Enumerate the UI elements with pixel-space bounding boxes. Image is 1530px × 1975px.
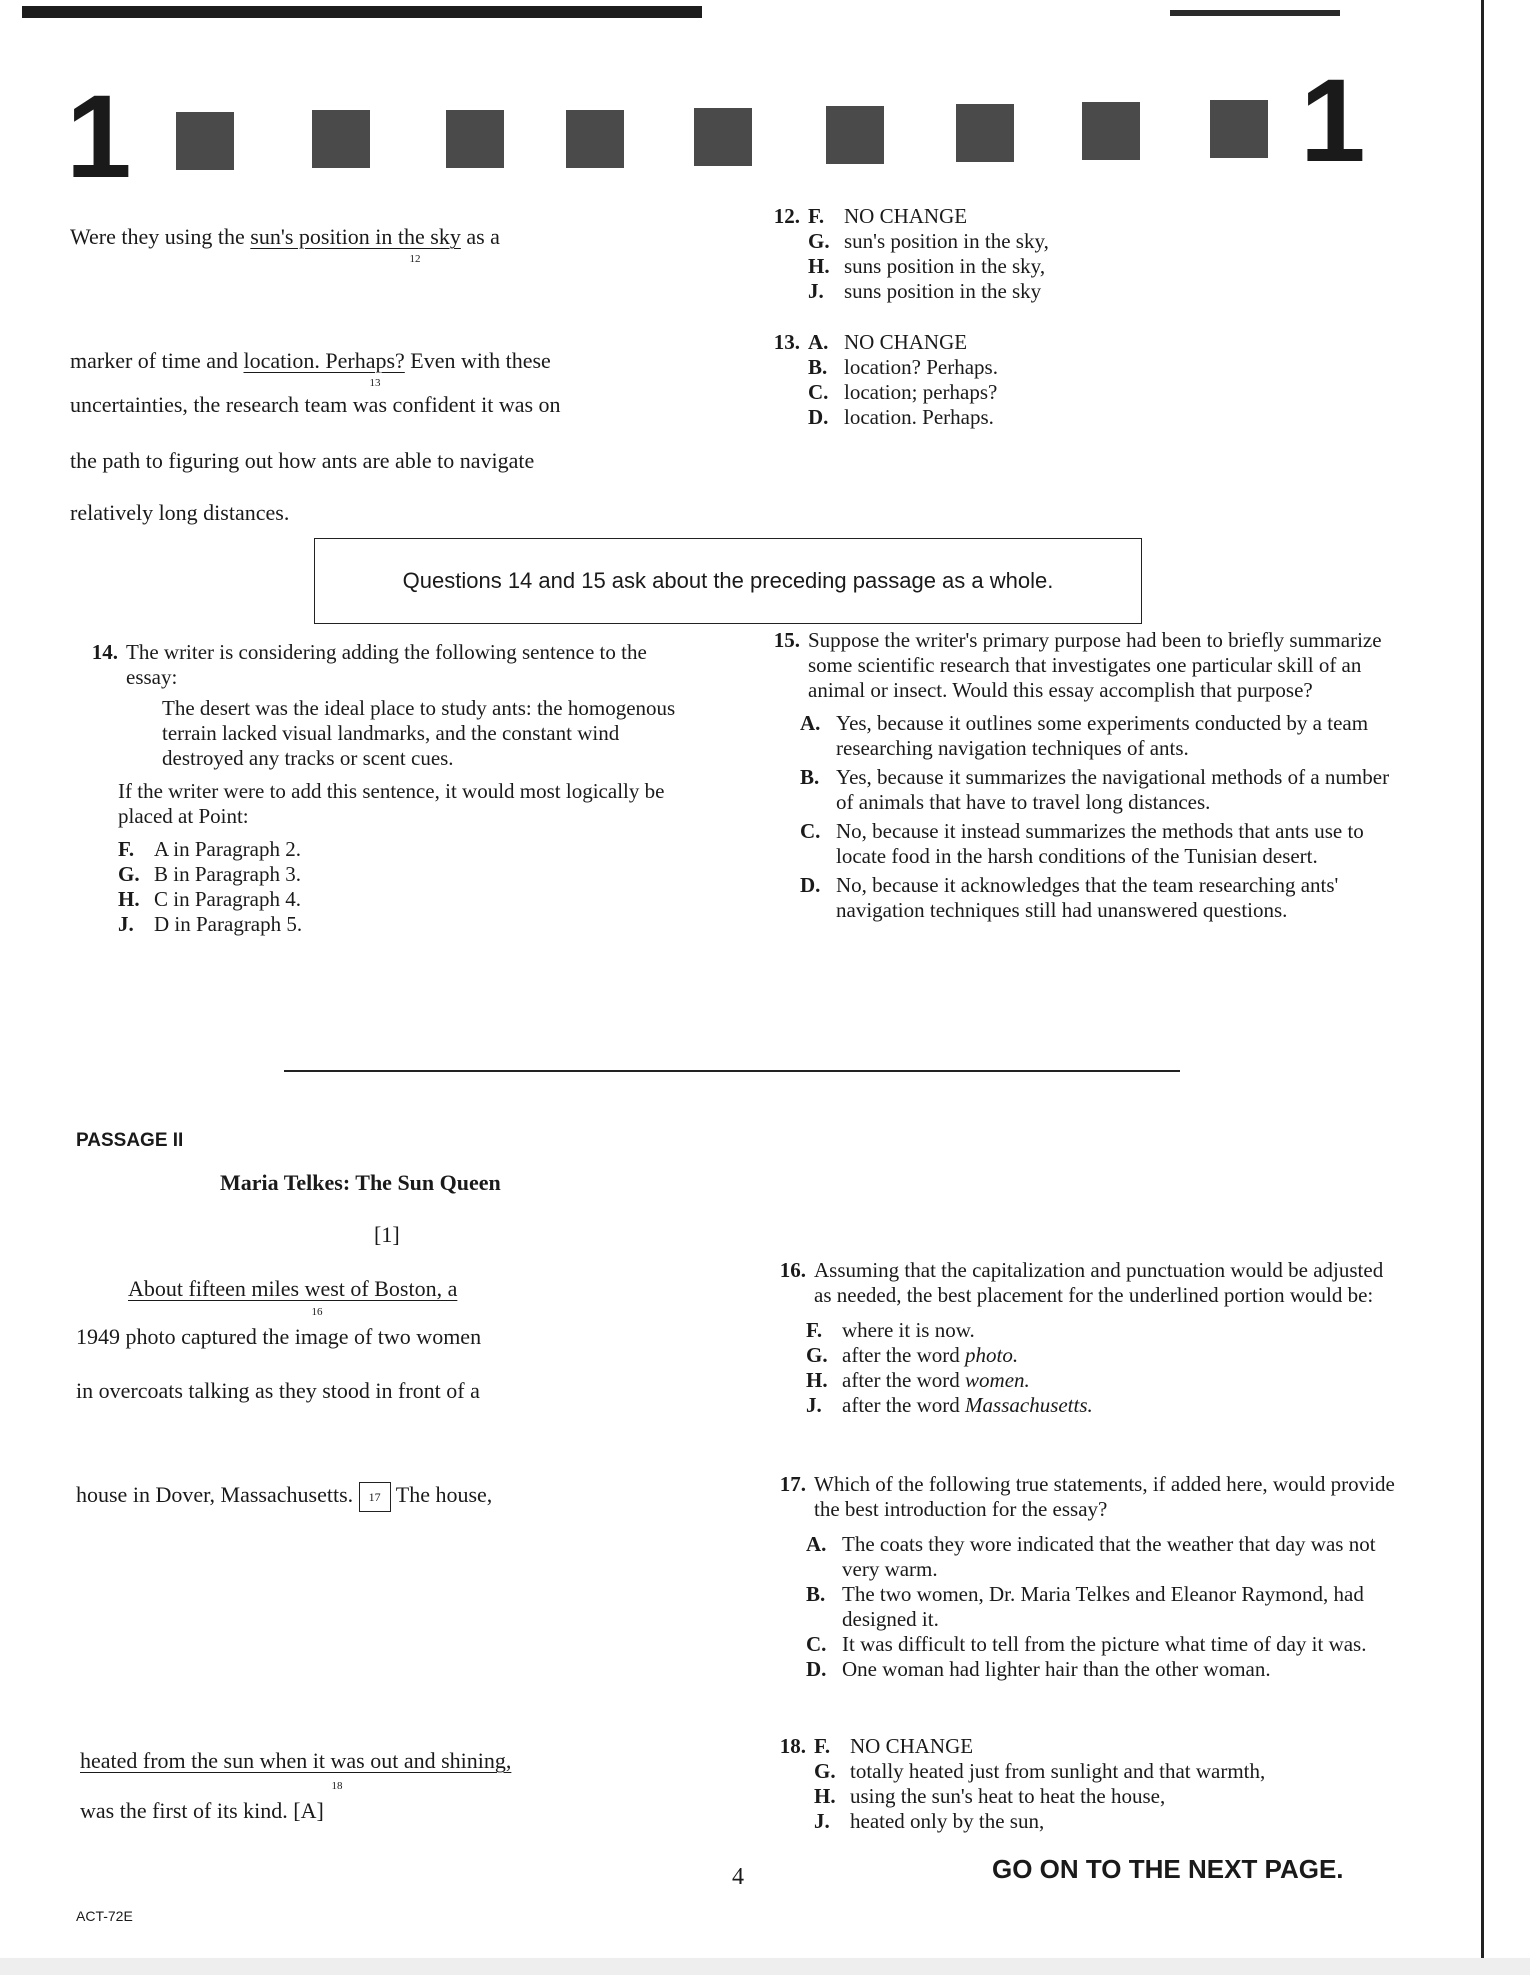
paragraph-marker: [1] <box>374 1222 400 1247</box>
question-marker-13: 13 <box>369 377 381 389</box>
question-17: 17. Which of the following true statements, if added here, would provide the best introduction for the essay? A. The coats they wore indicated that the weather that day was not very warm. B. The two women, Dr. Maria Telkes and Eleanor Raymond, had designed it. C. It was difficult to tell from the picture what time of day it was. D. One woman had lighter hair than the other woman. <box>758 1472 1398 1682</box>
passage-line <box>80 1748 511 1774</box>
passage-line <box>128 1276 457 1302</box>
passage-line: uncertainties, the research team was confident it was on <box>70 392 561 417</box>
page-edge-line <box>1481 0 1484 1975</box>
question-marker-12: 12 <box>409 253 421 265</box>
passage-line: Were they using the sun's position in the sky as a <box>70 224 500 249</box>
answer-option[interactable]: 12. F. NO CHANGE <box>773 204 968 228</box>
answer-option[interactable]: 13. A. NO CHANGE <box>773 330 968 354</box>
underlined-portion-18[interactable]: heated from the sun when it was out and shining, <box>80 1748 512 1773</box>
top-rule <box>22 6 702 18</box>
answer-option[interactable]: G. B in Paragraph 3. <box>118 862 301 886</box>
answer-option[interactable]: A. The coats they wore indicated that the weather that day was not very warm. <box>806 1532 1376 1581</box>
header-square <box>826 106 884 164</box>
answer-option[interactable]: F. where it is now. <box>806 1318 975 1342</box>
underlined-portion-16[interactable]: About fifteen miles west of Boston, a <box>128 1276 458 1301</box>
header-square <box>312 110 370 168</box>
question-stem: Assuming that the capitalization and punctuation would be adjusted as needed, the best placement for the underlined portion would be: <box>814 1258 1384 1307</box>
passage-line: the path to figuring out how ants are able to navigate <box>70 448 535 473</box>
page-bottom-shade <box>0 1958 1530 1975</box>
answer-option[interactable]: B. Yes, because it summarizes the navigational methods of a number of animals that have to travel long distances. <box>800 765 1390 814</box>
section-number-left: 1 <box>66 71 132 203</box>
answer-option[interactable]: B. location? Perhaps. <box>808 355 998 379</box>
section-divider <box>284 1070 1180 1072</box>
question-box-17[interactable]: 17 <box>359 1482 391 1512</box>
question-follow-up: If the writer were to add this sentence, it would most logically be placed at Point: <box>118 779 665 828</box>
header-square <box>1210 100 1268 158</box>
answer-option[interactable]: G. after the word photo. <box>806 1343 1019 1367</box>
passage-whole-box <box>314 538 1142 624</box>
question-marker-16: 16 <box>311 1306 323 1318</box>
question-12 <box>752 204 1152 304</box>
underlined-portion-13[interactable]: location. Perhaps? <box>243 348 405 373</box>
answer-option[interactable]: J. suns position in the sky <box>808 279 1042 303</box>
question-14: 14. The writer is considering adding the following sentence to the essay: The desert was the ideal place to study ants: the homogenous terrain lacked visual landmarks, and the constant wind destroyed any tracks or scent cues. If the writer were to add this sentence, it would most logically be placed at Point: F. A in Paragraph 2. G. B in Paragraph 3. H. C in Paragraph 4. J. D in Paragraph 5. <box>70 640 700 937</box>
answer-option[interactable]: D. One woman had lighter hair than the other woman. <box>806 1657 1271 1681</box>
answer-option[interactable]: F. A in Paragraph 2. <box>118 837 301 861</box>
question-stem: Which of the following true statements, if added here, would provide the best introduction for the essay? <box>814 1472 1395 1521</box>
passage-title: Maria Telkes: The Sun Queen <box>220 1170 501 1195</box>
question-16: 16. Assuming that the capitalization and punctuation would be adjusted as needed, the best placement for the underlined portion would be: F. where it is now. G. after the word photo. H. after the word women. J. after the word Massachusetts. <box>758 1258 1398 1418</box>
answer-option[interactable]: A. Yes, because it outlines some experiments conducted by a team researching navigation techniques of ants. <box>800 711 1369 760</box>
answer-option[interactable]: J. D in Paragraph 5. <box>118 912 303 936</box>
underlined-portion-12[interactable]: sun's position in the sky <box>250 224 461 249</box>
answer-option[interactable]: H. suns position in the sky, <box>808 254 1046 278</box>
header-square <box>956 104 1014 162</box>
question-stem: The writer is considering adding the following sentence to the essay: <box>126 640 647 689</box>
answer-option[interactable]: 18. F. NO CHANGE <box>779 1734 974 1758</box>
question-stem: Suppose the writer's primary purpose had been to briefly summarize some scientific research that investigates one particular skill of an animal or insect. Would this essay accomplish that purpose? <box>808 628 1382 702</box>
answer-option[interactable]: J. heated only by the sun, <box>814 1809 1045 1833</box>
answer-option[interactable]: D. No, because it acknowledges that the team researching ants' navigation techniques still had unanswered questions. <box>800 873 1339 922</box>
answer-option[interactable]: B. The two women, Dr. Maria Telkes and Eleanor Raymond, had designed it. <box>806 1582 1364 1631</box>
passage-line: marker of time and location. Perhaps? Even with these <box>70 348 551 373</box>
passage-line: relatively long distances. <box>70 500 290 525</box>
answer-option[interactable]: D. location. Perhaps. <box>808 405 994 429</box>
header-square <box>694 108 752 166</box>
header-square <box>566 110 624 168</box>
answer-option[interactable]: C. No, because it instead summarizes the methods that ants use to locate food in the harsh conditions of the Tunisian desert. <box>800 819 1364 868</box>
proposed-sentence: The desert was the ideal place to study ants: the homogenous terrain lacked visual landmarks, and the constant wind destroyed any tracks or scent cues. <box>162 696 676 770</box>
question-13 <box>752 330 1152 430</box>
question-marker-18: 18 <box>331 1780 343 1792</box>
go-on-instruction: GO ON TO THE NEXT PAGE. <box>992 1854 1344 1884</box>
answer-option[interactable]: J. after the word Massachusetts. <box>806 1393 1093 1417</box>
answer-option[interactable]: H. after the word women. <box>806 1368 1030 1392</box>
question-15: 15. Suppose the writer's primary purpose had been to briefly summarize some scientific research that investigates one particular skill of an animal or insect. Would this essay accomplish that purpose? A. Yes, because it outlines some experiments conducted by a team researching navigation techniques of ants. B. Yes, because it summarizes the navigational methods of a number of animals that have to travel long distances. C. No, because it instead summarizes the methods that ants use to locate food in the harsh conditions of the Tunisian desert. D. No, because it acknowledges that the team researching ants' navigation techniques still had unanswered questions. <box>752 628 1392 923</box>
answer-option[interactable]: H. C in Paragraph 4. <box>118 887 301 911</box>
passage-label: PASSAGE II <box>76 1130 184 1151</box>
page-number: 4 <box>732 1864 744 1890</box>
answer-option[interactable]: H. using the sun's heat to heat the house, <box>814 1784 1166 1808</box>
answer-option[interactable]: G. sun's position in the sky, <box>808 229 1049 253</box>
answer-option[interactable]: G. totally heated just from sunlight and that warmth, <box>814 1759 1266 1783</box>
passage-line: 1949 photo captured the image of two women <box>76 1324 482 1349</box>
passage-line: in overcoats talking as they stood in front of a <box>76 1378 480 1403</box>
answer-option[interactable]: C. It was difficult to tell from the picture what time of day it was. <box>806 1632 1367 1656</box>
section-number-right: 1 <box>1300 55 1366 187</box>
passage-whole-instruction: Questions 14 and 15 ask about the preceding passage as a whole. <box>402 568 1054 593</box>
passage-line: was the first of its kind. [A] <box>80 1798 324 1823</box>
top-rule-right <box>1170 10 1340 16</box>
header-square <box>446 110 504 168</box>
form-code: ACT-72E <box>76 1908 133 1924</box>
question-18 <box>758 1734 1398 1834</box>
passage-line: house in Dover, Massachusetts. 17 The house, <box>76 1482 492 1512</box>
header-square <box>176 112 234 170</box>
answer-option[interactable]: C. location; perhaps? <box>808 380 998 404</box>
header-square <box>1082 102 1140 160</box>
